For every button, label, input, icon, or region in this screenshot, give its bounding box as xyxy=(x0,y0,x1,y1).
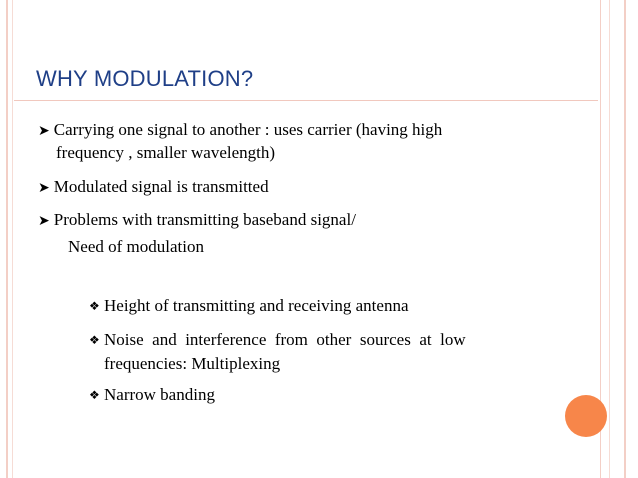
bullet-continuation: Need of modulation xyxy=(68,237,204,256)
bullet-text: Modulated signal is transmitted xyxy=(53,177,269,196)
arrow-right-icon: ➤ xyxy=(38,124,50,139)
diamond-cluster-icon: ❖ xyxy=(89,388,100,402)
diamond-cluster-icon: ❖ xyxy=(89,333,100,347)
diamond-cluster-icon: ❖ xyxy=(89,299,100,313)
bullet-text: Problems with transmitting baseband signal/ xyxy=(53,210,356,229)
slide-frame-left xyxy=(6,0,8,478)
bullet-continuation: frequency , smaller wavelength) xyxy=(56,143,276,162)
sub-bullet-item xyxy=(89,330,547,351)
slide-title: WHY MODULATION? xyxy=(36,66,254,91)
sub-bullet-item xyxy=(89,296,409,317)
sub-bullet-text: Narrow banding xyxy=(104,385,215,404)
bullet-item xyxy=(38,210,356,232)
arrow-right-icon: ➤ xyxy=(38,214,50,229)
slide-frame-right-inner xyxy=(609,0,610,478)
title-divider xyxy=(14,100,598,101)
accent-circle xyxy=(565,395,607,437)
bullet-text: Carrying one signal to another : uses carrier (having high xyxy=(53,120,443,139)
sub-bullet-text: Noise and interference from other sources at low xyxy=(104,330,466,349)
slide-frame-right-outer xyxy=(624,0,626,478)
bullet-item xyxy=(38,177,269,199)
slide-frame-left-inner xyxy=(12,0,13,478)
sub-bullet-item xyxy=(89,385,215,406)
arrow-right-icon: ➤ xyxy=(38,181,50,196)
sub-bullet-continuation: frequencies: Multiplexing xyxy=(104,354,281,373)
sub-bullet-text: Height of transmitting and receiving antenna xyxy=(104,296,409,315)
bullet-item xyxy=(38,120,442,142)
